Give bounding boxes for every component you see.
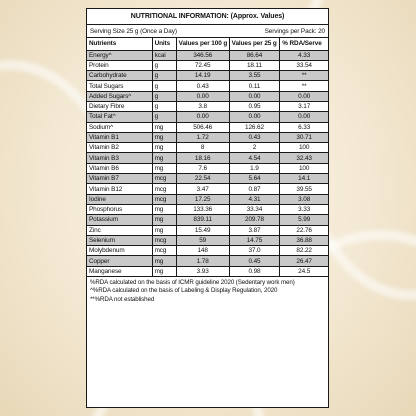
nutrient-name: Zinc [87, 225, 152, 235]
rda-percent: 4.33 [280, 50, 328, 60]
table-row [87, 225, 328, 235]
table-row [87, 163, 328, 173]
value-per-25g: 1.9 [229, 163, 280, 173]
nutrient-name: Iodine [87, 194, 152, 204]
value-per-100g: 506.46 [176, 122, 229, 132]
table-row [87, 50, 328, 60]
value-per-100g: 15.49 [176, 225, 229, 235]
nutrient-name: Total Sugars [87, 81, 152, 91]
value-per-100g: 7.6 [176, 163, 229, 173]
nutrient-name: Copper [87, 256, 152, 266]
table-row [87, 81, 328, 91]
rda-percent: 3.33 [280, 204, 328, 214]
nutrient-name: Carbohydrate [87, 71, 152, 81]
nutrition-facts-panel [86, 8, 329, 408]
value-per-25g: 0.43 [229, 132, 280, 142]
rda-percent: 36.88 [280, 235, 328, 245]
value-per-25g: 0.45 [229, 256, 280, 266]
value-per-25g: 14.75 [229, 235, 280, 245]
rda-percent: 0.00 [280, 91, 328, 101]
nutrient-name: Energy^ [87, 50, 152, 60]
rda-percent: 22.76 [280, 225, 328, 235]
table-row [87, 215, 328, 225]
nutrient-unit: kcal [152, 50, 176, 60]
value-per-100g: 133.36 [176, 204, 229, 214]
rda-percent: 82.22 [280, 246, 328, 256]
nutrient-unit: mg [152, 153, 176, 163]
nutrient-unit: g [152, 91, 176, 101]
column-header: Values per 25 g [229, 38, 280, 50]
nutrient-unit: mcg [152, 194, 176, 204]
nutrient-name: Vitamin B12 [87, 184, 152, 194]
nutrition-title: NUTRITIONAL INFORMATION: (Approx. Values) [87, 9, 328, 25]
value-per-25g: 0.95 [229, 101, 280, 111]
nutrient-unit: mg [152, 204, 176, 214]
value-per-100g: 22.54 [176, 174, 229, 184]
footnotes [87, 277, 328, 304]
nutrient-name: Sodium^ [87, 122, 152, 132]
value-per-25g: 0.00 [229, 112, 280, 122]
value-per-25g: 0.00 [229, 91, 280, 101]
value-per-25g: 0.98 [229, 266, 280, 276]
nutrient-unit: mg [152, 225, 176, 235]
rda-percent: ** [280, 71, 328, 81]
nutrient-unit: g [152, 71, 176, 81]
value-per-100g: 839.11 [176, 215, 229, 225]
nutrient-name: Phosphorus [87, 204, 152, 214]
value-per-25g: 209.78 [229, 215, 280, 225]
table-row [87, 71, 328, 81]
rda-percent: ** [280, 81, 328, 91]
rda-percent: 30.71 [280, 132, 328, 142]
column-header: Values per 100 g [176, 38, 229, 50]
nutrient-unit: mg [152, 163, 176, 173]
nutrient-name: Added Sugars^ [87, 91, 152, 101]
nutrient-name: Selenium [87, 235, 152, 245]
value-per-100g: 3.47 [176, 184, 229, 194]
nutrient-name: Dietary Fibre [87, 101, 152, 111]
value-per-100g: 346.56 [176, 50, 229, 60]
table-row [87, 112, 328, 122]
nutrient-unit: mg [152, 132, 176, 142]
rda-percent: 33.54 [280, 60, 328, 70]
rda-percent: 6.33 [280, 122, 328, 132]
table-row [87, 184, 328, 194]
value-per-100g: 3.93 [176, 266, 229, 276]
column-header: % RDA/Serve [280, 38, 328, 50]
rda-percent: 32.43 [280, 153, 328, 163]
table-row [87, 174, 328, 184]
rda-percent: 39.55 [280, 184, 328, 194]
nutrient-name: Vitamin B3 [87, 153, 152, 163]
nutrient-unit: mg [152, 266, 176, 276]
rda-percent: 14.1 [280, 174, 328, 184]
table-row [87, 132, 328, 142]
value-per-100g: 1.72 [176, 132, 229, 142]
value-per-100g: 3.8 [176, 101, 229, 111]
value-per-25g: 2 [229, 143, 280, 153]
value-per-100g: 17.25 [176, 194, 229, 204]
table-row [87, 246, 328, 256]
value-per-100g: 1.78 [176, 256, 229, 266]
nutrient-name: Molybdenum [87, 246, 152, 256]
nutrient-name: Vitamin B6 [87, 163, 152, 173]
value-per-25g: 4.31 [229, 194, 280, 204]
nutrient-unit: mg [152, 256, 176, 266]
rda-percent: 5.99 [280, 215, 328, 225]
nutrient-unit: g [152, 81, 176, 91]
footnote: **%RDA not established [90, 295, 155, 303]
value-per-100g: 14.19 [176, 71, 229, 81]
table-row [87, 101, 328, 111]
table-row [87, 143, 328, 153]
column-header: Nutrients [87, 38, 152, 50]
rda-percent: 24.5 [280, 266, 328, 276]
value-per-100g: 59 [176, 235, 229, 245]
servings-per-pack: Servings per Pack: 20 [264, 28, 325, 35]
nutrient-unit: mcg [152, 235, 176, 245]
table-row [87, 91, 328, 101]
table-row [87, 122, 328, 132]
nutrient-unit: g [152, 112, 176, 122]
table-row [87, 194, 328, 204]
table-row [87, 153, 328, 163]
rda-percent: 26.47 [280, 256, 328, 266]
value-per-25g: 4.54 [229, 153, 280, 163]
rda-percent: 3.08 [280, 194, 328, 204]
footnote: ^%RDA calculated on the basis of Labeling & Display Regulation, 2020 [90, 287, 278, 295]
value-per-100g: 0.00 [176, 91, 229, 101]
nutrient-unit: g [152, 60, 176, 70]
value-per-25g: 0.11 [229, 81, 280, 91]
nutrient-unit: mcg [152, 246, 176, 256]
table-row [87, 266, 328, 276]
nutrient-name: Vitamin B1 [87, 132, 152, 142]
value-per-25g: 86.64 [229, 50, 280, 60]
value-per-25g: 126.62 [229, 122, 280, 132]
nutrient-name: Potassium [87, 215, 152, 225]
value-per-100g: 72.45 [176, 60, 229, 70]
rda-percent: 100 [280, 163, 328, 173]
value-per-100g: 18.16 [176, 153, 229, 163]
nutrient-unit: g [152, 101, 176, 111]
footnote: %RDA calculated on the basis of ICMR guideline 2020 (Sedentary work men) [90, 279, 295, 287]
rda-percent: 0.00 [280, 112, 328, 122]
nutrient-unit: mg [152, 122, 176, 132]
value-per-100g: 0.00 [176, 112, 229, 122]
value-per-100g: 8 [176, 143, 229, 153]
value-per-25g: 3.55 [229, 71, 280, 81]
nutrient-name: Manganese [87, 266, 152, 276]
value-per-25g: 18.11 [229, 60, 280, 70]
serving-size: Serving Size 25 g (Once a Day) [90, 28, 177, 35]
nutrition-table [87, 38, 328, 277]
table-header-row [87, 38, 328, 50]
value-per-25g: 37.0 [229, 246, 280, 256]
table-row [87, 256, 328, 266]
nutrient-unit: mg [152, 143, 176, 153]
nutrient-unit: mcg [152, 184, 176, 194]
value-per-100g: 0.43 [176, 81, 229, 91]
column-header: Units [152, 38, 176, 50]
nutrient-name: Vitamin B7 [87, 174, 152, 184]
nutrient-name: Vitamin B2 [87, 143, 152, 153]
value-per-25g: 3.87 [229, 225, 280, 235]
serving-info [87, 25, 328, 38]
rda-percent: 3.17 [280, 101, 328, 111]
nutrient-unit: mg [152, 215, 176, 225]
table-row [87, 235, 328, 245]
value-per-25g: 33.34 [229, 204, 280, 214]
table-row [87, 204, 328, 214]
rda-percent: 100 [280, 143, 328, 153]
nutrient-name: Total Fat^ [87, 112, 152, 122]
value-per-100g: 148 [176, 246, 229, 256]
value-per-25g: 0.87 [229, 184, 280, 194]
value-per-25g: 5.64 [229, 174, 280, 184]
table-row [87, 60, 328, 70]
nutrient-unit: mcg [152, 174, 176, 184]
nutrient-name: Protein [87, 60, 152, 70]
